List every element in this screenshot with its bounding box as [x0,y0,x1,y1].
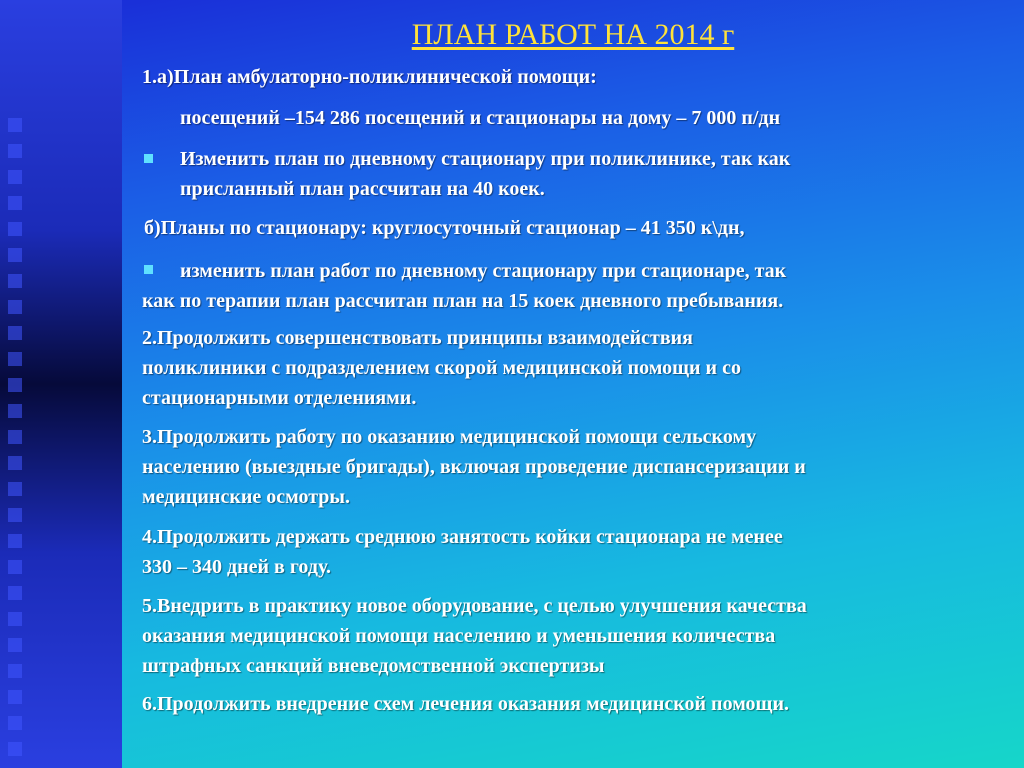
line: как по терапии план рассчитан план на 15 коек дневного пребывания. [142,290,784,312]
item-5 [142,591,807,681]
decor-square [8,586,22,600]
slide-content [122,0,1024,768]
decor-square [8,196,22,210]
item-change-day-hospital-inpatient [142,256,786,316]
decor-square [8,430,22,444]
item-1a-heading: 1.а)План амбулаторно-поликлинической помощи: [142,66,597,88]
line: населению (выездные бригады), включая проведение диспансеризации и [142,456,806,478]
decor-square [8,612,22,626]
decor-square [8,404,22,418]
decor-square [8,300,22,314]
left-decorative-strip [0,0,122,768]
item-6: 6.Продолжить внедрение схем лечения оказания медицинской помощи. [142,693,789,715]
decor-square [8,534,22,548]
line: 330 – 340 дней в году. [142,556,331,578]
line: оказания медицинской помощи населению и уменьшения количества [142,625,776,647]
decor-square [8,742,22,756]
decor-square [8,274,22,288]
decor-square [8,222,22,236]
line: 5.Внедрить в практику новое оборудование, с целью улучшения качества [142,595,807,617]
line: стационарными отделениями. [142,387,417,409]
item-3 [142,422,806,512]
line: штрафных санкций вневедомственной экспертизы [142,655,605,677]
decor-square [8,378,22,392]
decor-square [8,560,22,574]
decor-square [8,170,22,184]
line: поликлиники с подразделением скорой медицинской помощи и со [142,357,741,379]
decor-square [8,248,22,262]
decor-square [8,716,22,730]
decor-square [8,326,22,340]
item-2 [142,323,741,413]
decor-square [8,638,22,652]
decor-square [8,118,22,132]
line: 4.Продолжить держать среднюю занятость койки стационара не менее [142,526,783,548]
item-1b-hospital-plans: б)Планы по стационару: круглосуточный стационар – 41 350 к\дн, [144,217,745,239]
decor-square [8,690,22,704]
item-1a-detail: посещений –154 286 посещений и стационары на дому – 7 000 п/дн [180,107,781,129]
line: 3.Продолжить работу по оказанию медицинской помощи сельскому [142,426,757,448]
line: медицинские осмотры. [142,486,351,508]
square-bullet-icon [144,154,153,163]
line: Изменить план по дневному стационару при поликлинике, так как [180,148,791,170]
decor-square [8,482,22,496]
decor-square [8,456,22,470]
decor-square [8,508,22,522]
item-4 [142,522,783,582]
line: изменить план работ по дневному стационару при стационаре, так [180,260,787,282]
decor-square [8,664,22,678]
decor-square [8,144,22,158]
line: присланный план рассчитан на 40 коек. [180,178,545,200]
item-change-day-hospital-clinic [180,144,790,204]
decorative-squares [8,118,24,768]
line: 2.Продолжить совершенствовать принципы взаимодействия [142,327,694,349]
slide-title: ПЛАН РАБОТ НА 2014 г [411,18,735,51]
decor-square [8,352,22,366]
